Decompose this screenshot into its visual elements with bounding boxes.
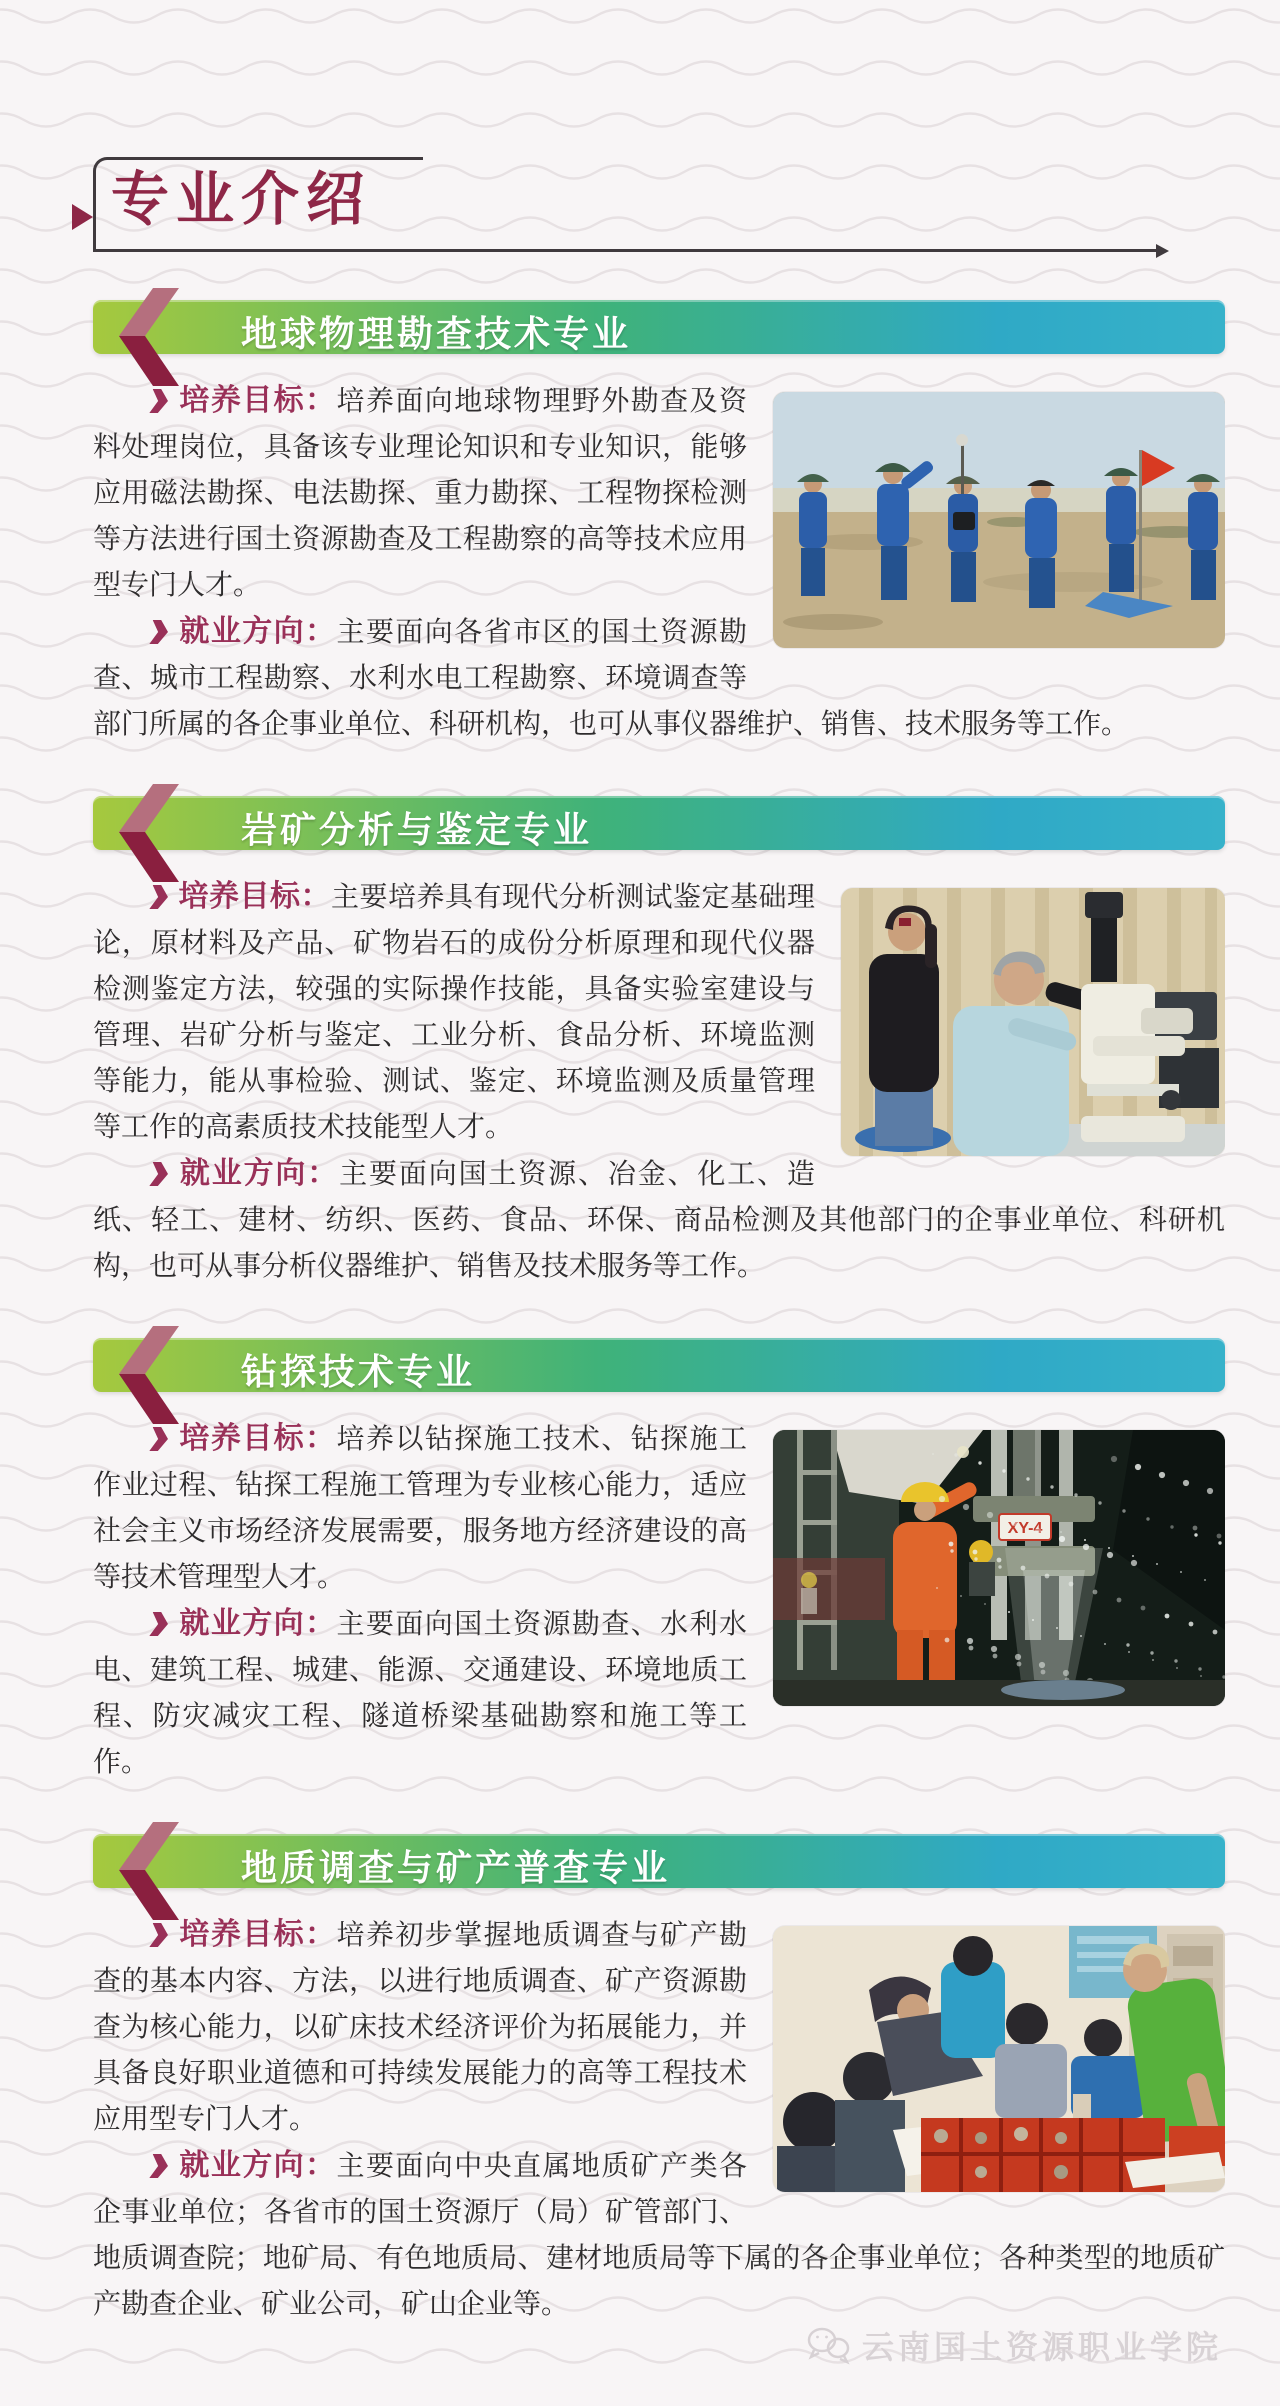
section-title: 地球物理勘查技术专业 bbox=[241, 313, 632, 354]
employment-label: 就业方向： bbox=[178, 2149, 337, 2182]
section-title: 地质调查与矿产普查专业 bbox=[241, 1847, 671, 1888]
training-text: 培养面向地球物理野外勘查及资料处理岗位，具备该专业理论知识和专业知识，能够应用磁法勘探、电法勘探、重力勘探、工程物探检测等方法进行国土资源勘查及工程勘察的高等技术应用型专门人才。 bbox=[93, 386, 747, 601]
page-title: 专业介绍 bbox=[111, 167, 372, 232]
ribbon-icon bbox=[119, 288, 183, 386]
photo-core-sample-class bbox=[773, 1926, 1225, 2192]
arrow-bullet-icon bbox=[149, 1612, 169, 1636]
employment-paragraph bbox=[93, 1151, 1225, 1290]
employment-text: 主要面向中央直属地质矿产类各企事业单位；各省市的国土资源厅（局）矿管部门、地质调查院；地矿局、有色地质局、建材地质局等下属的各企事业单位；各种类型的地质矿产勘查企业、矿业公司，矿山企业等。 bbox=[93, 2151, 1225, 2320]
section-banner bbox=[93, 796, 1225, 850]
ribbon-icon bbox=[119, 1822, 183, 1920]
section-title: 岩矿分析与鉴定专业 bbox=[241, 809, 593, 850]
section-body bbox=[93, 354, 1225, 748]
ribbon-icon bbox=[119, 1326, 183, 1424]
section-banner bbox=[93, 300, 1225, 354]
section-drilling bbox=[93, 1338, 1225, 1786]
section-banner bbox=[93, 1338, 1225, 1392]
arrow-bullet-icon bbox=[149, 389, 169, 413]
employment-label: 就业方向： bbox=[178, 615, 337, 648]
arrow-bullet-icon bbox=[149, 1162, 169, 1186]
training-text: 培养初步掌握地质调查与矿产勘查的基本内容、方法，以进行地质调查、矿产资源勘查为核心能力，以矿床技术经济评价为拓展能力，并具备良好职业道德和可持续发展能力的高等工程技术应用型专门人才。 bbox=[93, 1920, 747, 2135]
training-text: 培养以钻探施工技术、钻探施工作业过程、钻探工程施工管理为专业核心能力，适应社会主义市场经济发展需要，服务地方经济建设的高等技术管理型人才。 bbox=[93, 1424, 747, 1593]
photo-microscope-lab bbox=[841, 888, 1225, 1156]
field-survey-illustration bbox=[773, 392, 1225, 648]
drilling-rig-illustration bbox=[773, 1430, 1225, 1706]
page-title-block bbox=[93, 157, 1225, 252]
arrow-bullet-icon bbox=[149, 1923, 169, 1947]
training-text: 主要培养具有现代分析测试鉴定基础理论，原材料及产品、矿物岩石的成份分析原理和现代仪器检测鉴定方法，较强的实际操作技能，具备实验室建设与管理、岩矿分析与鉴定、工业分析、食品分析、环境监测等能力，能从事检验、测试、鉴定、环境监测及质量管理等工作的高素质技术技能型人才。 bbox=[93, 882, 815, 1143]
wechat-logo-icon bbox=[804, 2324, 852, 2366]
section-rock-mineral-analysis bbox=[93, 796, 1225, 1290]
employment-text: 主要面向国土资源勘查、水利水电、建筑工程、城建、能源、交通建设、环境地质工程、防灾减灾工程、隧道桥梁基础勘察和施工等工作。 bbox=[93, 1609, 747, 1778]
section-geological-survey bbox=[93, 1834, 1225, 2328]
section-title: 钻探技术专业 bbox=[241, 1351, 476, 1392]
employment-text: 主要面向国土资源、冶金、化工、造纸、轻工、建材、纺织、医药、食品、环保、商品检测及其他部门的企事业单位、科研机构，也可从事分析仪器维护、销售及技术服务等工作。 bbox=[93, 1159, 1225, 1282]
employment-text: 主要面向各省市区的国土资源勘查、城市工程勘察、水利水电工程勘察、环境调查等部门所属的各企事业单位、科研机构，也可从事仪器维护、销售、技术服务等工作。 bbox=[93, 617, 1130, 740]
core-sample-class-illustration bbox=[773, 1926, 1225, 2192]
ribbon-icon bbox=[119, 784, 183, 882]
section-geophysics bbox=[93, 300, 1225, 748]
title-arrow-icon bbox=[72, 204, 93, 230]
rig-model-label: XY-4 bbox=[1007, 1520, 1043, 1537]
section-body bbox=[93, 1392, 1225, 1786]
section-body bbox=[93, 1888, 1225, 2328]
section-body bbox=[93, 850, 1225, 1290]
arrow-bullet-icon bbox=[149, 2154, 169, 2178]
photo-drilling-rig bbox=[773, 1430, 1225, 1706]
employment-label: 就业方向： bbox=[178, 1607, 337, 1640]
title-underline bbox=[93, 249, 1165, 252]
training-label: 培养目标： bbox=[178, 384, 337, 417]
school-name: 云南国土资源职业学院 bbox=[861, 2329, 1222, 2365]
arrow-bullet-icon bbox=[149, 885, 169, 909]
section-banner bbox=[93, 1834, 1225, 1888]
training-label: 培养目标： bbox=[178, 880, 331, 913]
training-label: 培养目标： bbox=[178, 1422, 337, 1455]
footer-watermark bbox=[804, 2322, 1222, 2368]
microscope-lab-illustration bbox=[841, 888, 1225, 1156]
photo-field-survey bbox=[773, 392, 1225, 648]
arrow-bullet-icon bbox=[149, 620, 169, 644]
employment-label: 就业方向： bbox=[178, 1157, 340, 1190]
training-label: 培养目标： bbox=[178, 1918, 337, 1951]
arrow-bullet-icon bbox=[149, 1427, 169, 1451]
